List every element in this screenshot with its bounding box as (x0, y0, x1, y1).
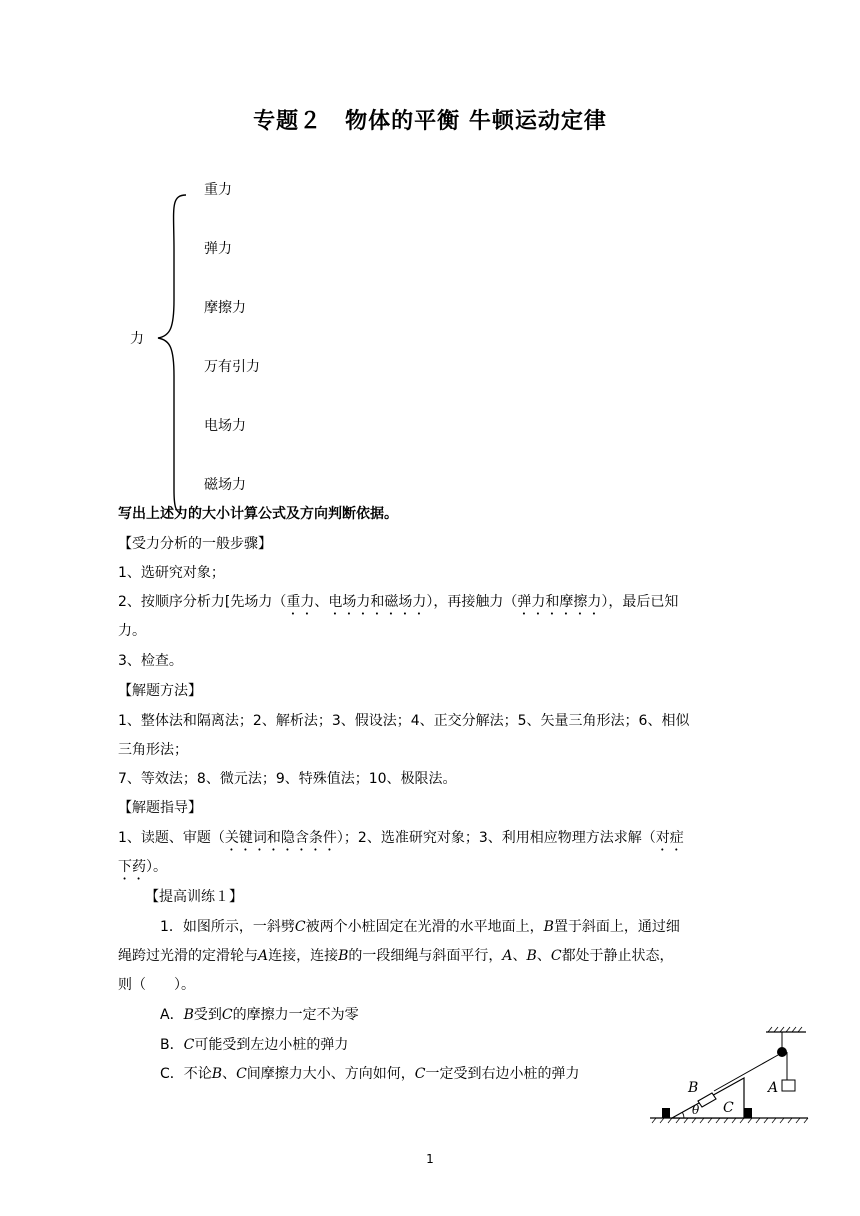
force-item: 摩擦力 (204, 300, 246, 316)
force-item: 磁场力 (204, 477, 246, 493)
methods-line: 三角形法； (118, 742, 188, 758)
step-3: 3、检查。 (118, 653, 183, 669)
emphasis: 对症 (655, 830, 684, 846)
guide-line: 下药）。 (118, 859, 167, 875)
step-2: 2、按顺序分析力[先场力（重力、电场力和磁场力），再接触力（弹力和摩擦力），最后已知 (118, 594, 679, 610)
left-stake (662, 1108, 670, 1118)
force-item: 电场力 (204, 418, 246, 434)
option-b: B．C可能受到左边小桩的弹力 (160, 1037, 349, 1053)
emphasis: 关键词和隐含条件 (224, 830, 337, 846)
force-item: 万有引力 (204, 359, 260, 375)
question-line: 1．如图所示，一斜劈C被两个小桩固定在光滑的水平地面上，B置于斜面上，通过细 (160, 919, 680, 935)
label-theta: θ (692, 1103, 700, 1117)
methods-line: 7、等效法；8、微元法；9、特殊值法；10、极限法。 (118, 771, 457, 787)
curly-brace (150, 190, 190, 520)
option-a: A．B受到C的摩擦力一定不为零 (160, 1007, 359, 1023)
section-heading: 【解题指导】 (118, 800, 202, 816)
physics-figure (648, 1024, 812, 1126)
force-item: 重力 (204, 182, 232, 198)
option-c: C．不论B、C间摩擦力大小、方向如何，C一定受到右边小桩的弹力 (160, 1066, 580, 1082)
question-line: 绳跨过光滑的定滑轮与A连接，连接B的一段细绳与斜面平行，A、B、C都处于静止状态， (118, 948, 674, 964)
step-1: 1、选研究对象； (118, 565, 225, 581)
emphasis: 弹力和摩擦力 (517, 594, 602, 610)
methods-line: 1、整体法和隔离法；2、解析法；3、假设法；4、正交分解法；5、矢量三角形法；6、相似 (118, 713, 690, 729)
pulley (777, 1047, 787, 1057)
page-number: 1 (426, 1152, 434, 1166)
emphasis: 下药 (118, 859, 146, 875)
guide-line: 1、读题、审题（关键词和隐含条件）；2、选准研究对象；3、利用相应物理方法求解（对症 (118, 830, 684, 846)
instruction: 写出上述力的大小计算公式及方向判断依据。 (118, 506, 398, 522)
section-heading: 【受力分析的一般步骤】 (118, 536, 272, 552)
emphasis: 重力、电场力和磁场力 (286, 594, 427, 610)
label-a: A (768, 1080, 779, 1096)
force-root: 力 (130, 331, 144, 347)
section-heading: 【解题方法】 (118, 683, 202, 699)
label-b: B (688, 1080, 699, 1096)
step-2-cont: 力。 (118, 623, 146, 639)
force-item: 弹力 (204, 241, 232, 257)
label-c: C (723, 1100, 734, 1116)
question-line: 则（ ）。 (118, 977, 195, 993)
exercise-heading: 【提高训练１】 (145, 889, 243, 905)
right-stake (744, 1108, 752, 1118)
block-a (782, 1080, 795, 1091)
page-title: 专题２ 物体的平衡 牛顿运动定律 (253, 109, 607, 134)
